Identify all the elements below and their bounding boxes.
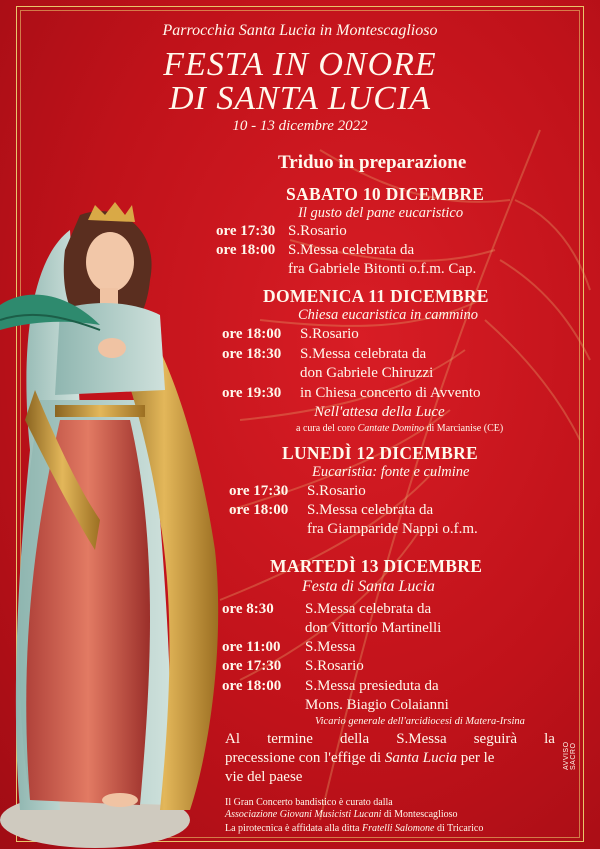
saturday-event-2: S.Messa celebrata da <box>288 242 415 258</box>
monday-time-1: ore 17:30 <box>229 483 289 499</box>
saturday-theme: Il gusto del pane eucaristico <box>298 205 464 221</box>
santa-lucia-statue-image <box>0 190 230 849</box>
monday-event-1: S.Rosario <box>307 483 366 499</box>
title-line-1: FESTA IN ONORE <box>163 46 437 83</box>
footer-band-line-1: Il Gran Concerto bandistico è curato dalla <box>225 797 393 808</box>
parish-name: Parrocchia Santa Lucia in Montescaglioso <box>162 22 438 39</box>
event-dates: 10 - 13 dicembre 2022 <box>232 118 368 134</box>
sunday-time-2: ore 18:30 <box>222 346 282 362</box>
sunday-theme: Chiesa eucaristica in cammino <box>298 307 479 323</box>
tuesday-time-3: ore 17:30 <box>222 658 282 674</box>
saturday-time-1: ore 17:30 <box>216 223 276 239</box>
saturday-event-1: S.Rosario <box>288 223 347 239</box>
sunday-time-1: ore 18:00 <box>222 326 282 342</box>
tuesday-theme: Festa di Santa Lucia <box>302 578 435 595</box>
footer-band-line-2: Associazione Giovani Musicisti Lucani di Montescaglioso <box>225 809 458 820</box>
sunday-event-2: S.Messa celebrata da <box>300 346 427 362</box>
monday-celebrant: fra Giamparide Nappi o.f.m. <box>307 521 478 537</box>
sunday-heading: DOMENICA 11 DICEMBRE <box>263 286 489 306</box>
tuesday-celebrant-title: Vicario generale dell'arcidiocesi di Matera-Irsina <box>315 716 525 727</box>
footer-fireworks: La pirotecnica è affidata alla ditta Fratelli Salomone di Tricarico <box>225 823 484 834</box>
tuesday-event-1: S.Messa celebrata da <box>305 601 432 617</box>
sunday-event-3: in Chiesa concerto di Avvento <box>300 385 481 401</box>
sunday-celebrant: don Gabriele Chiruzzi <box>300 365 434 381</box>
sunday-event-1: S.Rosario <box>300 326 359 342</box>
monday-event-2: S.Messa celebrata da <box>307 502 434 518</box>
tuesday-celebrant-4: Mons. Biagio Colaianni <box>305 697 449 713</box>
tuesday-event-3: S.Rosario <box>305 658 364 674</box>
monday-theme: Eucaristia: fonte e culmine <box>312 464 470 480</box>
monday-time-2: ore 18:00 <box>229 502 289 518</box>
avviso-sacro-label: AVVISO SACRO <box>563 741 577 770</box>
tuesday-event-2: S.Messa <box>305 639 356 655</box>
closing-line-2: precessione con l'effige di Santa Lucia per le <box>225 750 495 766</box>
sunday-concert-note: a cura del coro Cantate Domino di Marcianise (CE) <box>296 423 504 434</box>
saturday-time-2: ore 18:00 <box>216 242 276 258</box>
tuesday-heading: MARTEDÌ 13 DICEMBRE <box>270 556 483 576</box>
closing-line-3: vie del paese <box>225 769 303 785</box>
tuesday-time-2: ore 11:00 <box>222 639 281 655</box>
tuesday-time-4: ore 18:00 <box>222 678 282 694</box>
monday-heading: LUNEDÌ 12 DICEMBRE <box>282 443 478 463</box>
tuesday-event-4: S.Messa presieduta da <box>305 678 439 694</box>
sunday-time-3: ore 19:30 <box>222 385 282 401</box>
triduo-heading: Triduo in preparazione <box>278 152 467 173</box>
tuesday-celebrant-1: don Vittorio Martinelli <box>305 620 442 636</box>
title-line-2: DI SANTA LUCIA <box>168 80 432 117</box>
saturday-heading: SABATO 10 DICEMBRE <box>286 184 485 204</box>
sunday-concert-title: Nell'attesa della Luce <box>314 404 445 420</box>
saturday-celebrant: fra Gabriele Bitonti o.f.m. Cap. <box>288 261 477 277</box>
tuesday-time-1: ore 8:30 <box>222 601 274 617</box>
closing-line-1: Al termine della S.Messa seguirà la <box>225 731 555 747</box>
